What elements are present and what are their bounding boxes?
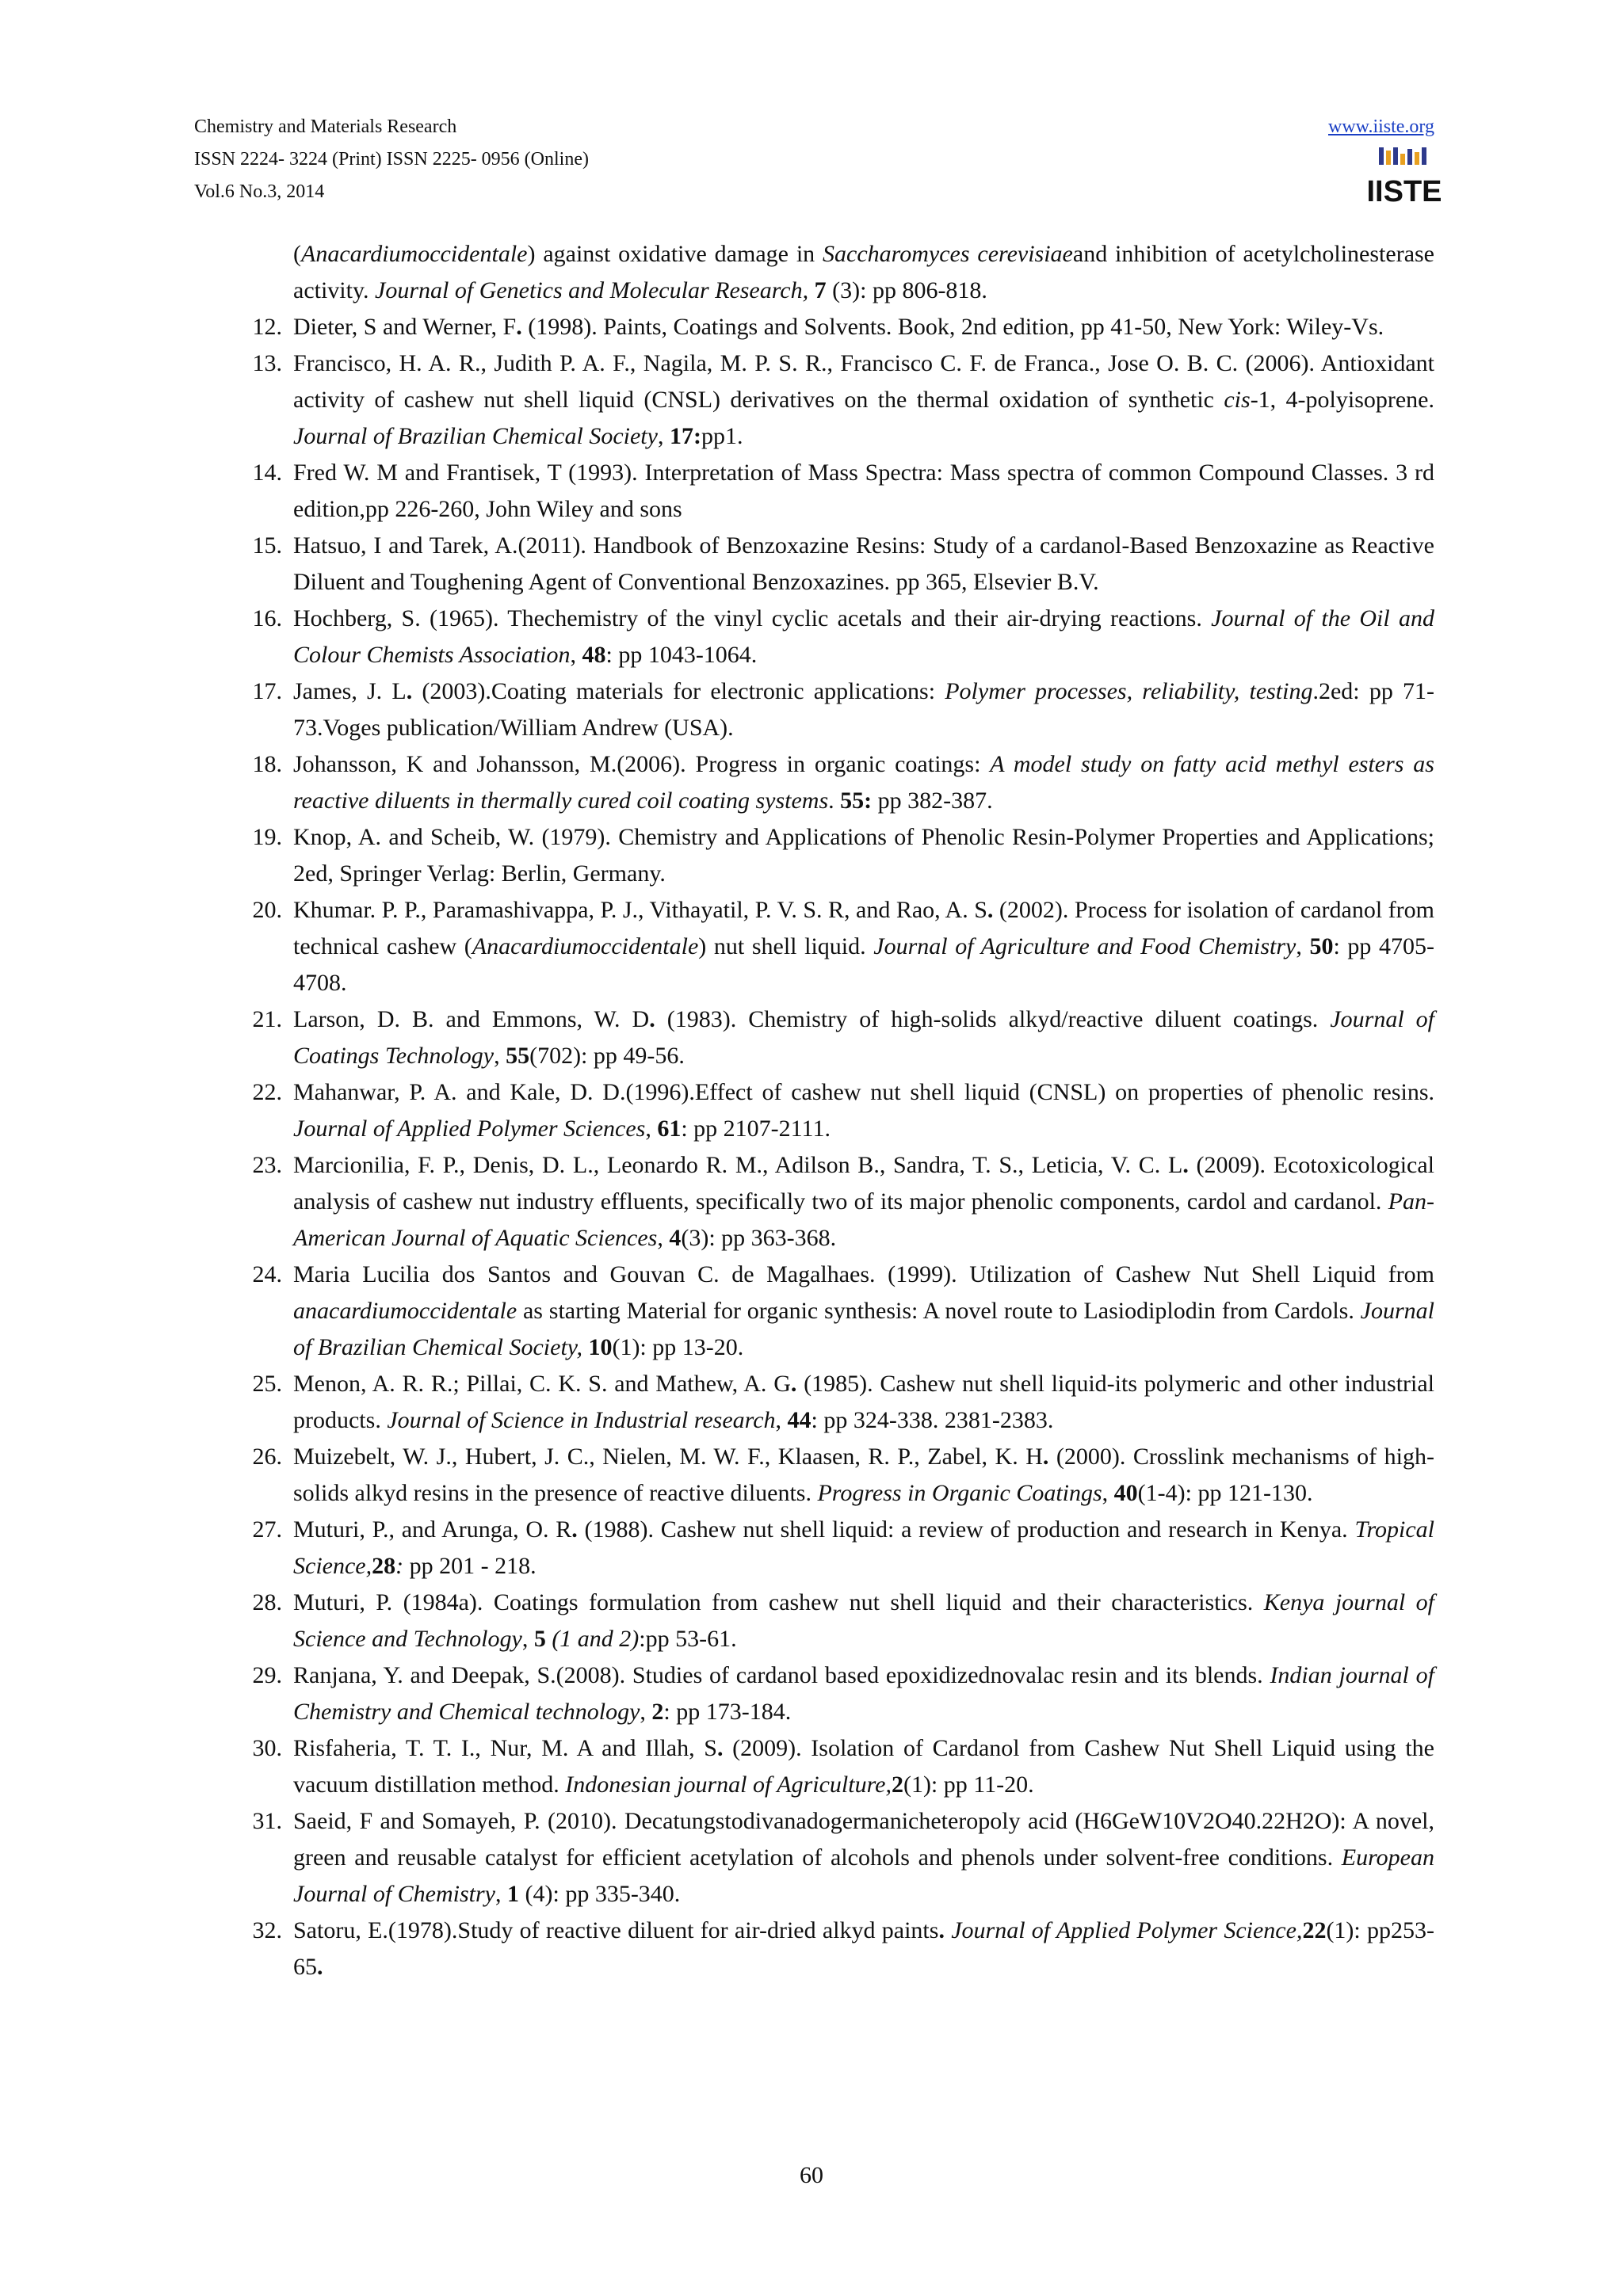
reference-number: 13. <box>252 350 282 376</box>
reference-text-run: . <box>828 788 841 814</box>
reference-text-run: . <box>938 1917 945 1943</box>
reference-item <box>236 455 1434 528</box>
reference-text-run: 61 <box>657 1116 682 1142</box>
reference-text-run: . <box>716 1735 724 1761</box>
reference-item <box>236 309 1434 345</box>
reference-text-run: 2 <box>651 1699 664 1725</box>
reference-text-run: 2 <box>891 1772 903 1798</box>
reference-item <box>236 601 1434 673</box>
reference-text-run: Dieter, S and Werner, F <box>293 314 517 340</box>
reference-text-run: (1 and 2) <box>545 1626 640 1652</box>
reference-text-run: Muturi, P. (1984a). Coatings formulation from cashew nut shell liquid and their characteristics. <box>293 1589 1264 1615</box>
reference-number: 17. <box>252 678 282 704</box>
reference-item <box>236 1074 1434 1147</box>
reference-text-run: Tropical Science, <box>293 1516 1435 1579</box>
page-number: 60 <box>800 2162 823 2188</box>
reference-text-run: :pp 53-61. <box>639 1626 737 1652</box>
reference-text-run: Journal of Science in Industrial research <box>387 1407 776 1433</box>
reference-text-run: James, J. L <box>293 678 407 704</box>
reference-text-run: Johansson, K and Johansson, M.(2006). Progress in organic coatings: <box>293 751 991 777</box>
reference-item <box>236 1257 1434 1366</box>
reference-text-run: Indian journal of Chemistry and Chemical technology <box>293 1662 1434 1725</box>
reference-number: 16. <box>252 605 282 631</box>
reference-text-run: . <box>571 1516 578 1543</box>
reference-item <box>236 1913 1434 1985</box>
reference-text-run: 40 <box>1113 1480 1138 1506</box>
reference-text-run: (1988). Cashew nut shell liquid: a review of production and research in Kenya. <box>577 1516 1355 1543</box>
reference-number: 12. <box>252 314 282 340</box>
reference-text-run: (3): pp 363-368. <box>681 1225 837 1251</box>
reference-text-run: anacardiumoccidentale <box>293 1298 517 1324</box>
reference-text-run: , <box>657 423 670 449</box>
reference-text-run: 10 <box>588 1334 613 1360</box>
reference-text-run: Journal of Applied Polymer Sciences <box>293 1116 646 1142</box>
reference-text-run: 4 <box>669 1225 682 1251</box>
reference-text-run: Menon, A. R. R.; Pillai, C. K. S. and Mathew, A. G <box>293 1371 791 1397</box>
reference-text-run: (3): pp 806-818. <box>826 277 987 303</box>
reference-item <box>236 1657 1434 1730</box>
reference-text-run: Knop, A. and Scheib, W. (1979). Chemistry and Applications of Phenolic Resin-Polymer Properties and Applications; 2ed, Springer Verlag: Berlin, Germany. <box>293 824 1434 887</box>
reference-number: 25. <box>252 1371 282 1397</box>
reference-text-run: Larson, D. B. and Emmons, W. D <box>293 1006 650 1032</box>
journal-name: Chemistry and Materials Research <box>194 116 457 137</box>
reference-item <box>236 1585 1434 1657</box>
reference-number: 15. <box>252 532 282 559</box>
reference-text-run: Indonesian journal of Agriculture, <box>565 1772 892 1798</box>
reference-text-run: Khumar. P. P., Paramashivappa, P. J., Vithayatil, P. V. S. R, and Rao, A. S <box>293 897 987 923</box>
reference-text-run: (1): pp 11-20. <box>903 1772 1034 1798</box>
reference-item <box>236 1001 1434 1074</box>
reference-text-run: (702): pp 49-56. <box>529 1043 685 1069</box>
reference-text-run: Polymer processes, reliability, testing <box>945 678 1313 704</box>
reference-number: 14. <box>252 460 282 486</box>
website-link[interactable]: www.iiste.org <box>1328 116 1434 137</box>
reference-text-run: : pp 4705-4708. <box>293 933 1435 996</box>
svg-text:IISTE: IISTE <box>1366 175 1442 208</box>
reference-text-run: European Journal of Chemistry <box>293 1844 1434 1907</box>
reference-text-run: , <box>521 1626 534 1652</box>
reference-text-run: Journal of the Oil and Colour Chemists Association <box>293 605 1434 668</box>
reference-text-run: (1983). Chemistry of high-solids alkyd/reactive diluent coatings. <box>655 1006 1331 1032</box>
reference-text-run: Journal of Coatings Technology <box>293 1006 1434 1069</box>
reference-text-run: pp 382-387. <box>872 788 993 814</box>
reference-number: 29. <box>252 1662 282 1688</box>
reference-text-run: (1985). Cashew nut shell liquid-its polymeric and other industrial products. <box>293 1371 1434 1433</box>
reference-text-run: (4): pp 335-340. <box>519 1881 681 1907</box>
reference-text-run: 17: <box>669 423 701 449</box>
reference-text-run: cis <box>1224 387 1251 413</box>
reference-text-run: pp1. <box>701 423 743 449</box>
reference-text-run: , <box>495 1881 507 1907</box>
reference-text-run: 22 <box>1302 1917 1327 1943</box>
reference-number: 19. <box>252 824 282 850</box>
reference-item <box>236 673 1434 746</box>
iiste-logo <box>1366 146 1442 208</box>
reference-text-run: : pp 173-184. <box>663 1699 792 1725</box>
reference-text-run: . <box>1182 1152 1189 1178</box>
reference-text-run: . <box>1042 1444 1049 1470</box>
reference-number: 21. <box>252 1006 282 1032</box>
reference-text-run: : <box>395 1553 404 1579</box>
reference-text-run: , <box>645 1116 658 1142</box>
reference-text-run: : pp 1043-1064. <box>605 642 758 668</box>
reference-text-run: Journal of Brazilian Chemical Society <box>293 423 658 449</box>
reference-number: 30. <box>252 1735 282 1761</box>
reference-items <box>236 309 1434 1985</box>
reference-number: 31. <box>252 1808 282 1834</box>
reference-text-run: , <box>640 1699 652 1725</box>
reference-text-run: Anacardiumoccidentale <box>472 933 699 959</box>
reference-text-run: . <box>649 1006 655 1032</box>
reference-number: 23. <box>252 1152 282 1178</box>
reference-text-run: Saccharomyces cerevisiae <box>823 241 1073 267</box>
reference-text-run: Mahanwar, P. A. and Kale, D. D.(1996).Effect of cashew nut shell liquid (CNSL) on properties of phenolic resins. <box>293 1079 1434 1105</box>
reference-number: 18. <box>252 751 282 777</box>
reference-text-run: (2009). Ecotoxicological analysis of cashew nut industry effluents, specifically two of its major phenolic components, cardol and cardanol. <box>293 1152 1435 1215</box>
reference-text-run: Francisco, H. A. R., Judith P. A. F., Nagila, M. P. S. R., Francisco C. F. de Franca., Jose O. B. C. (2006). Antioxidant activity of cashew nut shell liquid (CNSL) derivatives on the thermal oxidation of synthetic <box>293 350 1434 413</box>
reference-text-run: 48 <box>582 642 606 668</box>
reference-text-run: Muizebelt, W. J., Hubert, J. C., Nielen, M. W. F., Klaasen, R. P., Zabel, K. H <box>293 1444 1043 1470</box>
reference-text-run: . <box>317 1954 323 1980</box>
reference-text-run: (2009). Isolation of Cardanol from Cashew Nut Shell Liquid using the vacuum distillation method. <box>293 1735 1434 1798</box>
reference-number: 27. <box>252 1516 282 1543</box>
reference-number: 20. <box>252 897 282 923</box>
reference-item <box>236 819 1434 892</box>
reference-number: 24. <box>252 1261 282 1287</box>
reference-item <box>236 1803 1434 1913</box>
reference-text-run: Journal of Applied Polymer Science, <box>951 1917 1303 1943</box>
reference-text-run: 7 <box>814 277 827 303</box>
reference-text-run: Journal of Brazilian Chemical Society, <box>293 1298 1434 1360</box>
reference-text-run: Ranjana, Y. and Deepak, S.(2008). Studies of cardanol based epoxidizednovalac resin and its blends. <box>293 1662 1270 1688</box>
reference-number: 32. <box>252 1917 282 1943</box>
reference-item <box>236 892 1434 1001</box>
reference-text-run: : pp 324-338. 2381-2383. <box>811 1407 1054 1433</box>
reference-text-run: pp 201 - 218. <box>403 1553 537 1579</box>
reference-text-run: , <box>570 642 582 668</box>
reference-text-run: (1): pp253-65 <box>293 1917 1435 1980</box>
reference-text-run: 55: <box>840 788 873 814</box>
reference-text-run: ) against oxidative damage in <box>527 241 823 267</box>
reference-text-run: (2002). Process for isolation of cardanol from technical cashew ( <box>293 897 1434 959</box>
reference-text-run: Risfaheria, T. T. I., Nur, M. A and Illah, S <box>293 1735 717 1761</box>
reference-text-run: (1): pp 13-20. <box>612 1334 744 1360</box>
issn-line: ISSN 2224- 3224 (Print) ISSN 2225- 0956 (Online) <box>194 149 589 170</box>
reference-text-run: . <box>790 1371 797 1397</box>
reference-text-run: -1, 4-polyisoprene. <box>1250 387 1434 413</box>
reference-text-run: , <box>494 1043 506 1069</box>
reference-item <box>236 528 1434 601</box>
reference-text-run: Satoru, E.(1978).Study of reactive diluent for air-dried alkyd paints <box>293 1917 939 1943</box>
reference-text-run: . <box>987 897 994 923</box>
reference-text-run: , <box>1296 933 1310 959</box>
reference-text-run: A model study on fatty acid methyl esters as reactive diluents in thermally cured coil coating systems <box>293 751 1434 814</box>
reference-text-run: Muturi, P., and Arunga, O. R <box>293 1516 572 1543</box>
reference-item <box>236 746 1434 819</box>
reference-text-run: Anacardiumoccidentale <box>301 241 528 267</box>
reference-text-run: Journal of Genetics and Molecular Research, <box>375 277 815 303</box>
reference-text-run: . <box>516 314 522 340</box>
reference-continuation <box>236 236 1434 309</box>
reference-text-run: 28 <box>372 1553 396 1579</box>
reference-text-run: . <box>406 678 413 704</box>
reference-text-run: Progress in Organic Coatings <box>817 1480 1102 1506</box>
reference-item <box>236 1366 1434 1439</box>
reference-text-run: Hochberg, S. (1965). Thechemistry of the vinyl cyclic acetals and their air-drying reactions. <box>293 605 1212 631</box>
reference-list <box>236 236 1434 1985</box>
reference-item <box>236 345 1434 455</box>
reference-text-run: (2000). Crosslink mechanisms of high-solids alkyd resins in the presence of reactive diluents. <box>293 1444 1434 1506</box>
reference-text-run: 55 <box>506 1043 530 1069</box>
reference-text-run: Hatsuo, I and Tarek, A.(2011). Handbook of Benzoxazine Resins: Study of a cardanol-Based Benzoxazine as Reactive Diluent and Toughening Agent of Conventional Benzoxazines. pp 365, Elsevier B.V. <box>293 532 1434 595</box>
reference-number: 26. <box>252 1444 282 1470</box>
reference-text-run: Journal of Agriculture and Food Chemistry <box>873 933 1296 959</box>
reference-text-run: Pan-American Journal of Aquatic Sciences <box>293 1188 1434 1251</box>
reference-text-run: Kenya journal of Science and Technology <box>293 1589 1434 1652</box>
reference-item <box>236 1147 1434 1257</box>
reference-text-run: , <box>775 1407 788 1433</box>
reference-text-run: 50 <box>1309 933 1334 959</box>
reference-text-run: Saeid, F and Somayeh, P. (2010). Decatungstodivanadogermanicheteropoly acid (H6GeW10V2O40.22H2O): A novel, green and reusable catalyst for efficient acetylation of alcohols and phenols under solvent-free conditions. <box>293 1808 1434 1871</box>
reference-text-run: (1-4): pp 121-130. <box>1137 1480 1313 1506</box>
reference-text-run: 5 <box>533 1626 546 1652</box>
reference-item <box>236 1439 1434 1512</box>
reference-text-run: .2ed: pp 71-73.Voges publication/William Andrew (USA). <box>293 678 1434 741</box>
reference-text-run: , <box>657 1225 670 1251</box>
reference-number: 28. <box>252 1589 282 1615</box>
reference-text-run: and inhibition of acetylcholinesterase activity. <box>293 241 1434 303</box>
reference-text-run: 44 <box>787 1407 812 1433</box>
reference-text-run: Marcionilia, F. P., Denis, D. L., Leonardo R. M., Adilson B., Sandra, T. S., Leticia, V. C. L <box>293 1152 1183 1178</box>
reference-number: 22. <box>252 1079 282 1105</box>
reference-item <box>236 1730 1434 1803</box>
reference-text-run: , <box>1102 1480 1114 1506</box>
reference-text-run: (2003).Coating materials for electronic applications: <box>412 678 945 704</box>
reference-text-run: Maria Lucilia dos Santos and Gouvan C. de Magalhaes. (1999). Utilization of Cashew Nut Shell Liquid from <box>293 1261 1434 1287</box>
reference-text-run <box>945 1917 951 1943</box>
reference-item <box>236 1512 1434 1585</box>
reference-text-run: : pp 2107-2111. <box>681 1116 831 1142</box>
reference-text-run: ( <box>293 241 301 267</box>
reference-text-run: 1 <box>507 1881 519 1907</box>
reference-text-run: ) nut shell liquid. <box>698 933 874 959</box>
reference-text-run: as starting Material for organic synthesis: A novel route to Lasiodiplodin from Cardols. <box>517 1298 1361 1324</box>
reference-text-run: (1998). Paints, Coatings and Solvents. Book, 2nd edition, pp 41-50, New York: Wiley-Vs. <box>521 314 1384 340</box>
reference-text-run: Fred W. M and Frantisek, T (1993). Interpretation of Mass Spectra: Mass spectra of common Compound Classes. 3 rd edition,pp 226-260, John Wiley and sons <box>293 460 1434 522</box>
volume-line: Vol.6 No.3, 2014 <box>194 181 325 202</box>
page-header <box>194 111 1442 214</box>
